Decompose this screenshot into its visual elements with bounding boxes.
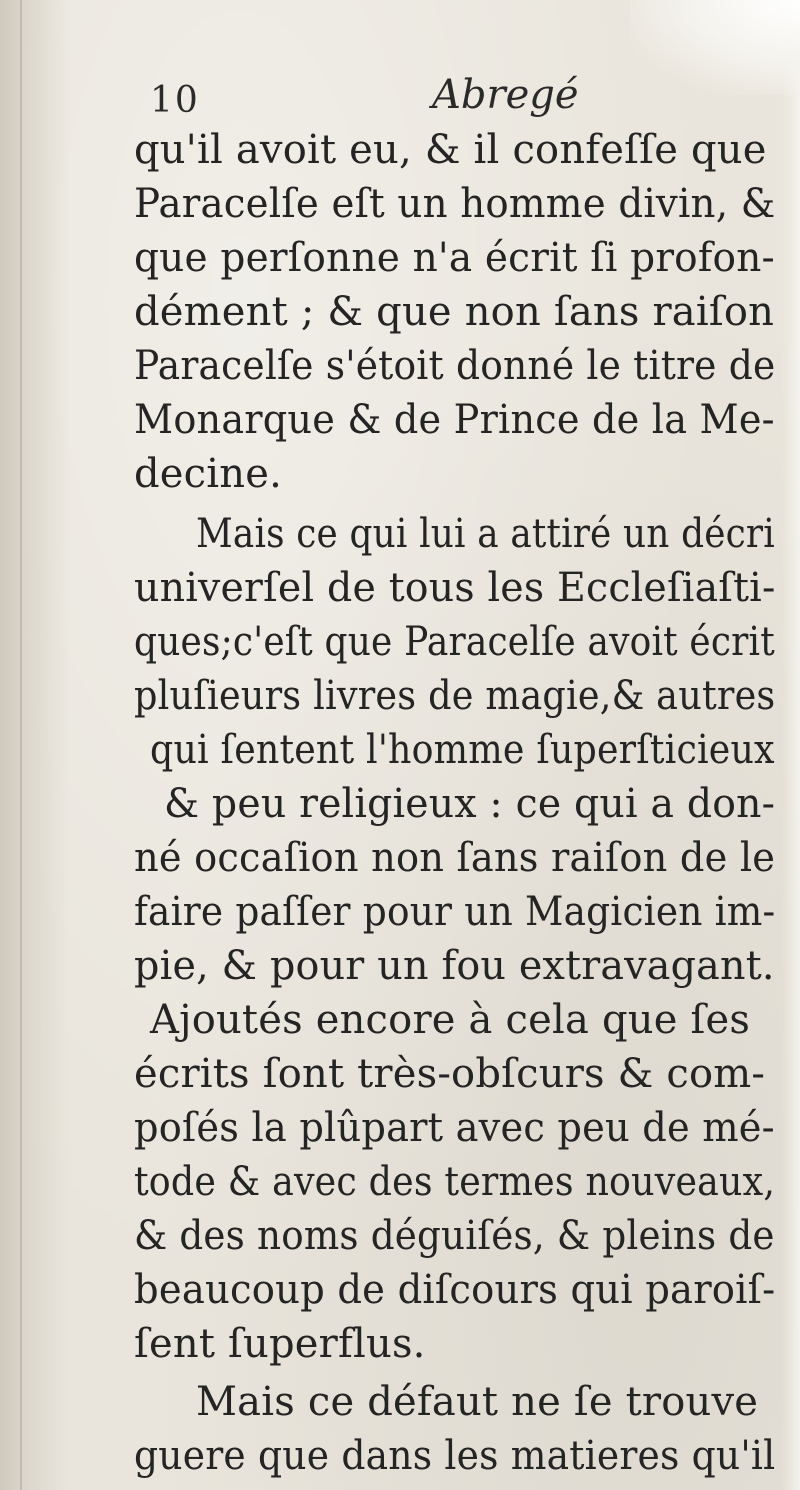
text-line: qui ſentent l'homme ſuperſticieux [150,727,775,773]
text-line: & des noms déguiſés, & pleins de [134,1213,775,1259]
text-line: Ajoutés encore à cela que ſes [150,997,751,1043]
text-line: dément ; & que non ſans raiſon [134,289,775,335]
text-line: poſés la plûpart avec peu de mé- [134,1105,775,1151]
text-line: ſent ſuperflus. [134,1321,426,1367]
text-line: pie, & pour un fou extravagant. [134,943,775,989]
text-line: & peu religieux : ce qui a don- [164,781,776,827]
text-line: beaucoup de diſcours qui paroiſ- [134,1267,776,1313]
text-line: né occaſion non ſans raiſon de le [134,835,776,881]
text-line: decine. [134,451,283,497]
text-line: Paracelſe eſt un homme divin, & [134,181,776,227]
text-line: Mais ce défaut ne ſe trouve [196,1379,759,1425]
text-line: Monarque & de Prince de la Me- [134,397,775,443]
text-line: univerſel de tous les Eccleſiaſti- [134,565,776,611]
page-number: 10 [150,80,200,121]
running-title: Abregé [432,72,579,118]
text-line: tode & avec des termes nouveaux, [134,1159,776,1205]
text-line: pluſieurs livres de magie,& autres [134,673,776,719]
text-line: que perſonne n'a écrit ſi profon- [134,235,775,281]
text-line: ques;c'eſt que Paracelſe avoit écrit [134,619,775,665]
text-line: qu'il avoit eu, & il confeſſe que [134,127,767,173]
text-line: écrits ſont très-obſcurs & com- [134,1051,766,1097]
text-line: Mais ce qui lui a attiré un décri [196,511,775,557]
text-line: Paracelſe s'étoit donné le titre de [134,343,776,389]
text-line: guere que dans les matieres qu'il [134,1433,776,1479]
text-line: faire paſſer pour un Magicien im- [134,889,776,935]
